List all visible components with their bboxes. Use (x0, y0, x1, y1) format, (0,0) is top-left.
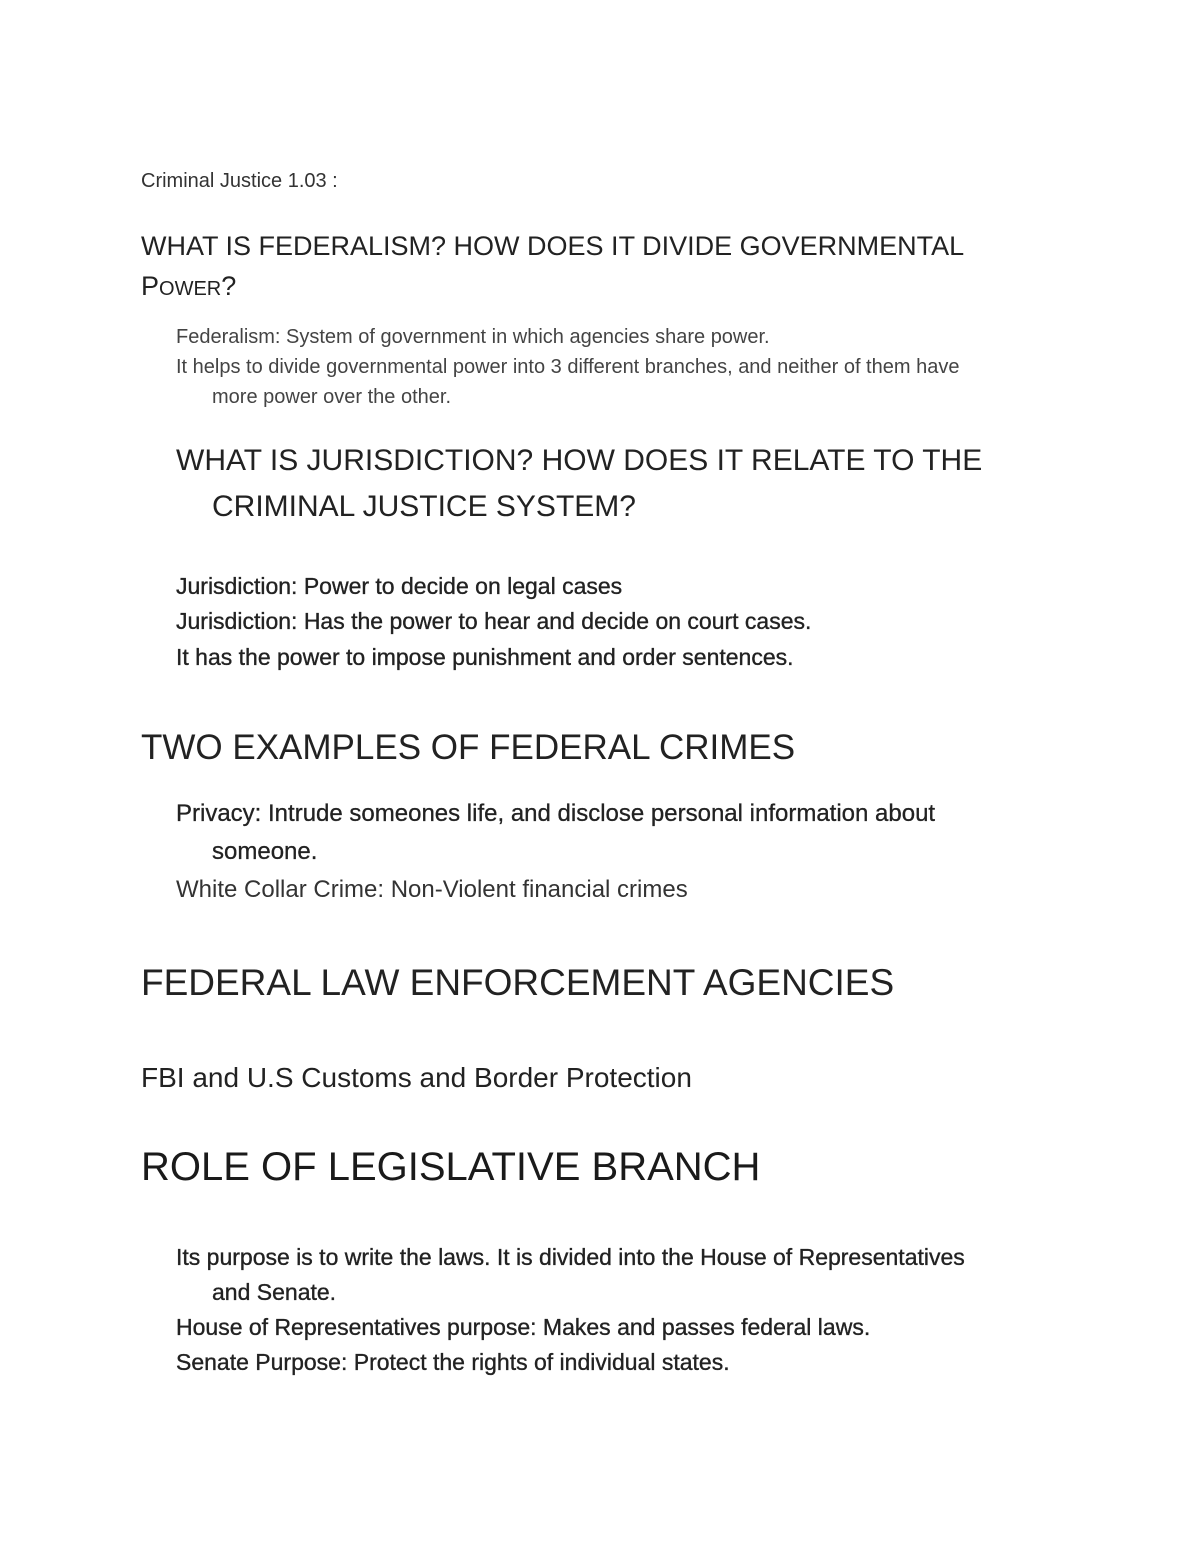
federalism-heading-end: ? (221, 271, 237, 301)
jurisdiction-punishment: It has the power to impose punishment and order sentences. (176, 644, 794, 670)
document-title: Criminal Justice 1.03 : (141, 170, 338, 192)
federalism-heading (141, 226, 1061, 309)
jurisdiction-heading: WHAT IS JURISDICTION? HOW DOES IT RELATE TO THE (176, 444, 983, 477)
agencies-text: FBI and U.S Customs and Border Protection (141, 1062, 692, 1093)
federalism-explanation-cont: more power over the other. (212, 386, 452, 408)
legislative-heading: ROLE OF LEGISLATIVE BRANCH (141, 1145, 761, 1189)
legislative-purpose: Its purpose is to write the laws. It is divided into the House of Representatives (176, 1244, 965, 1270)
jurisdiction-definition: Jurisdiction: Power to decide on legal cases (176, 573, 623, 599)
federalism-definition: Federalism: System of government in which agencies share power. (176, 326, 770, 348)
crime-privacy-cont: someone. (212, 838, 318, 865)
crime-privacy: Privacy: Intrude someones life, and disclose personal information about (176, 800, 936, 827)
house-purpose: House of Representatives purpose: Makes and passes federal laws. (176, 1314, 871, 1340)
federalism-heading-text: WHAT IS FEDERALISM? HOW DOES IT DIVIDE GOVERNMENTAL P (141, 231, 964, 301)
jurisdiction-heading-cont: CRIMINAL JUSTICE SYSTEM? (212, 490, 636, 523)
agencies-heading: FEDERAL LAW ENFORCEMENT AGENCIES (141, 962, 895, 1003)
federalism-explanation: It helps to divide governmental power into 3 different branches, and neither of them have (176, 356, 960, 378)
federal-crimes-heading: TWO EXAMPLES OF FEDERAL CRIMES (141, 728, 796, 767)
federalism-heading-smallcaps: OWER (159, 278, 222, 300)
legislative-purpose-cont: and Senate. (212, 1279, 337, 1305)
crime-white-collar: White Collar Crime: Non-Violent financial crimes (176, 876, 688, 903)
jurisdiction-power: Jurisdiction: Has the power to hear and decide on court cases. (176, 608, 812, 634)
senate-purpose: Senate Purpose: Protect the rights of individual states. (176, 1349, 730, 1375)
